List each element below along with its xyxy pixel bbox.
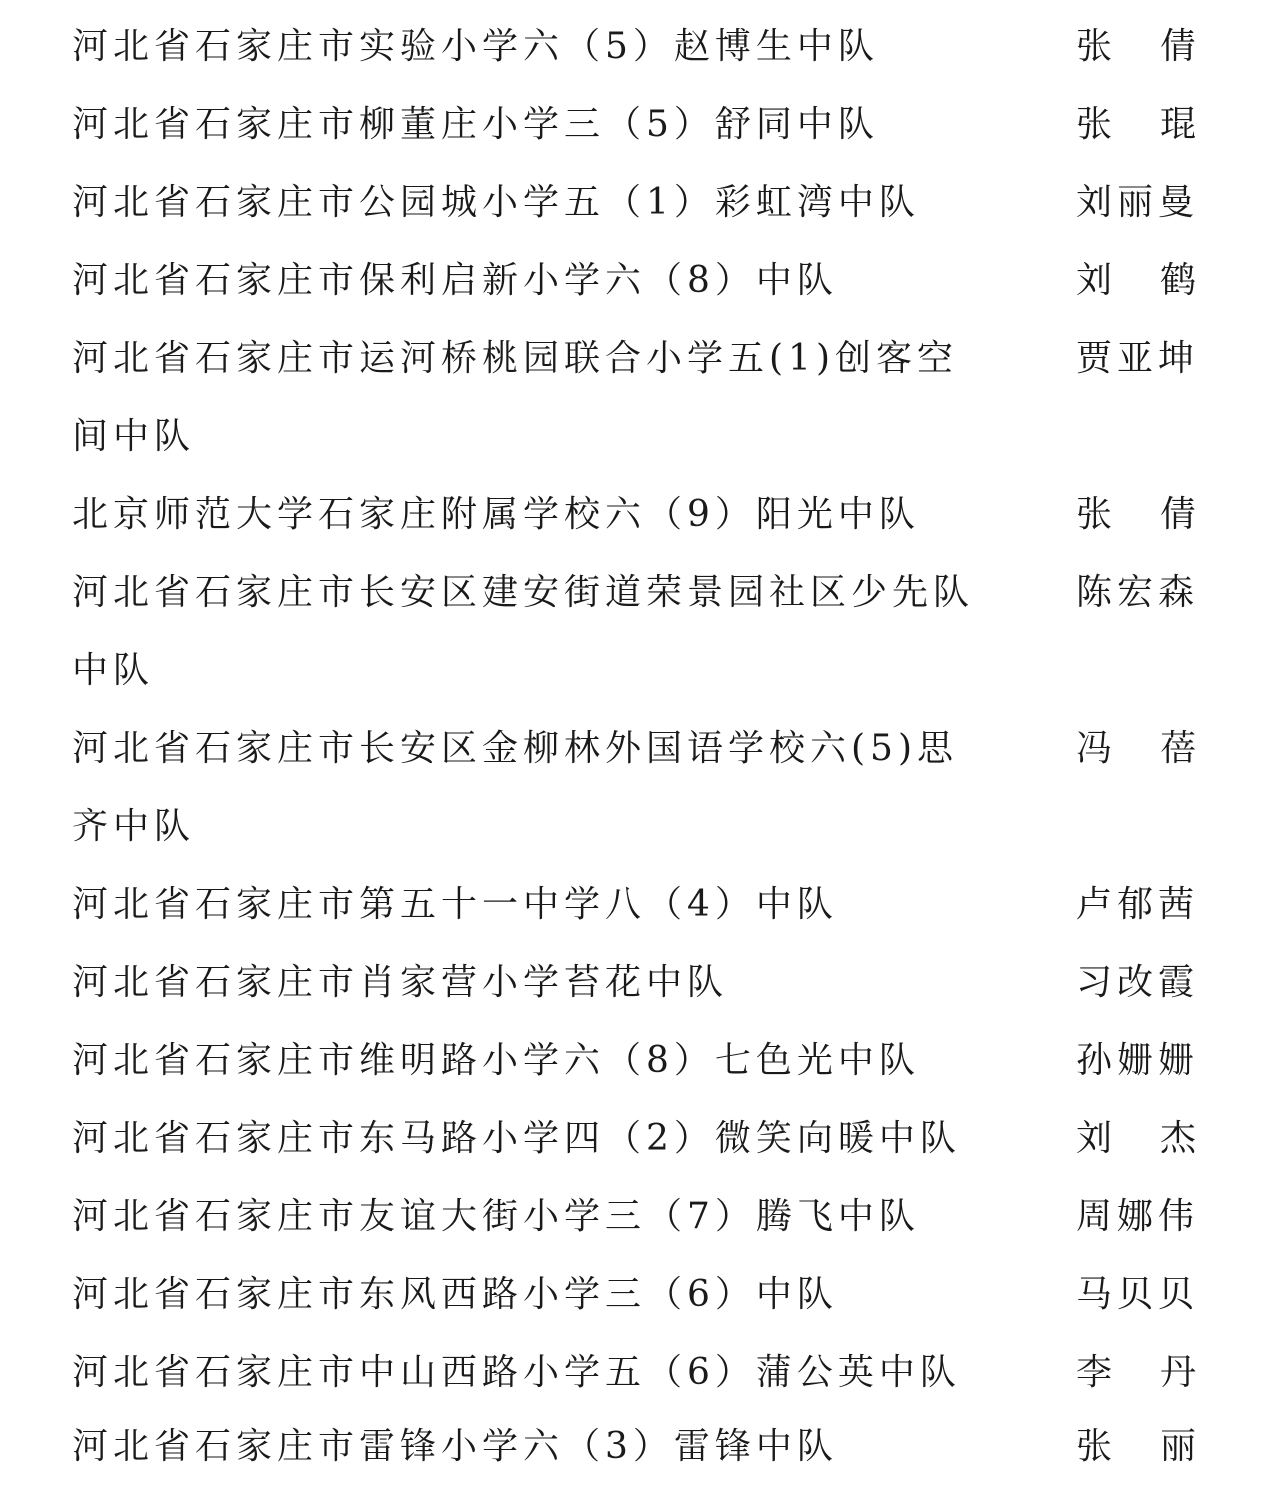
leader-name: 周娜伟 <box>1076 1196 1200 1237</box>
unit-name: 河北省石家庄市肖家营小学苔花中队 <box>72 962 729 1003</box>
leader-name: 刘鹤 <box>1076 260 1245 301</box>
unit-name: 河北省石家庄市东风西路小学三（6）中队 <box>72 1274 838 1315</box>
unit-name: 河北省石家庄市公园城小学五（1）彩虹湾中队 <box>72 182 920 223</box>
leader-name: 张倩 <box>1076 494 1245 535</box>
leader-name: 陈宏森 <box>1076 572 1200 613</box>
leader-name: 张倩 <box>1076 26 1245 67</box>
unit-name: 河北省石家庄市雷锋小学六（3）雷锋中队 <box>72 1426 838 1467</box>
unit-name: 河北省石家庄市友谊大街小学三（7）腾飞中队 <box>72 1196 920 1237</box>
unit-name: 河北省石家庄市长安区建安街道荣景园社区少先队 中队 <box>72 572 975 691</box>
unit-name: 河北省石家庄市中山西路小学五（6）蒲公英中队 <box>72 1352 961 1393</box>
leader-name: 李丹 <box>1076 1352 1245 1393</box>
unit-name: 河北省石家庄市实验小学六（5）赵博生中队 <box>72 26 879 67</box>
leader-name: 张丽 <box>1076 1426 1245 1467</box>
leader-name: 贾亚坤 <box>1076 338 1200 379</box>
leader-name: 张琨 <box>1076 104 1245 145</box>
leader-name: 刘丽曼 <box>1076 182 1200 223</box>
unit-name: 河北省石家庄市柳董庄小学三（5）舒同中队 <box>72 104 879 145</box>
unit-name: 河北省石家庄市长安区金柳林外国语学校六(5)思 齐中队 <box>72 728 958 847</box>
unit-name: 河北省石家庄市第五十一中学八（4）中队 <box>72 884 838 925</box>
leader-name: 习改霞 <box>1076 962 1200 1003</box>
unit-name: 河北省石家庄市东马路小学四（2）微笑向暖中队 <box>72 1118 961 1159</box>
leader-name: 冯蓓 <box>1076 728 1245 769</box>
unit-name: 河北省石家庄市运河桥桃园联合小学五(1)创客空 间中队 <box>72 338 958 457</box>
leader-name: 卢郁茜 <box>1076 884 1200 925</box>
unit-name: 河北省石家庄市维明路小学六（8）七色光中队 <box>72 1040 920 1081</box>
leader-name: 孙姗姗 <box>1076 1040 1200 1081</box>
unit-name: 河北省石家庄市保利启新小学六（8）中队 <box>72 260 838 301</box>
unit-name: 北京师范大学石家庄附属学校六（9）阳光中队 <box>72 494 920 535</box>
leader-name: 刘杰 <box>1076 1118 1245 1159</box>
leader-name: 马贝贝 <box>1076 1274 1200 1315</box>
